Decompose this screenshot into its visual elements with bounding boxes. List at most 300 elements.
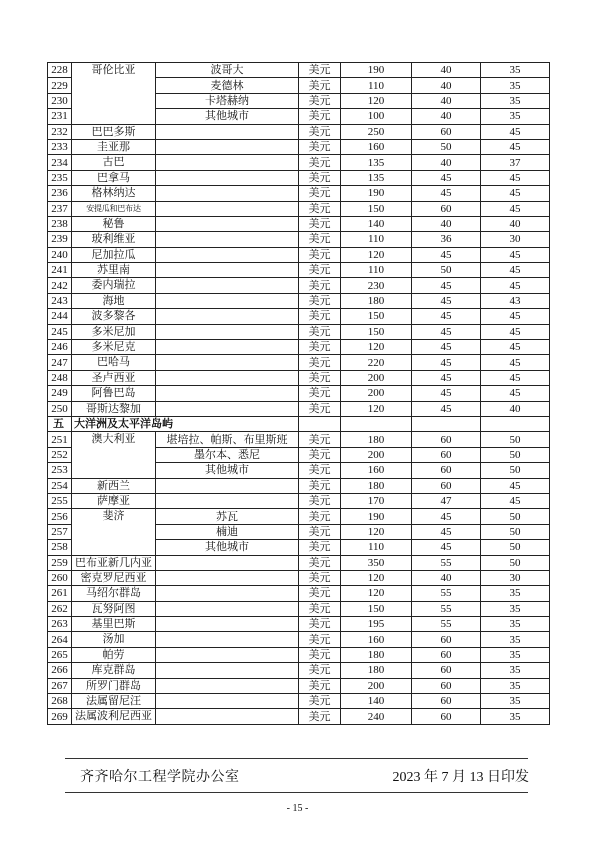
- misc-cell: 35: [481, 632, 550, 647]
- city-cell: 其他城市: [156, 540, 299, 555]
- country-cell: 汤加: [72, 632, 156, 647]
- misc-cell: 30: [481, 232, 550, 247]
- country-cell: 圣卢西亚: [72, 370, 156, 385]
- accommodation-cell: 120: [341, 93, 412, 108]
- table-row: [48, 278, 550, 293]
- misc-cell: 45: [481, 386, 550, 401]
- city-cell: [156, 293, 299, 308]
- city-cell: 其他城市: [156, 109, 299, 124]
- food-cell: 60: [412, 663, 481, 678]
- row-number-cell: 253: [48, 463, 72, 478]
- currency-cell: 美元: [299, 124, 341, 139]
- accommodation-cell: 180: [341, 647, 412, 662]
- row-number-cell: 256: [48, 509, 72, 524]
- section-title: 大洋洲及太平洋岛屿: [72, 416, 299, 431]
- misc-cell: [481, 416, 550, 431]
- country-cell: 安提瓜和巴布达: [72, 201, 156, 216]
- food-cell: 40: [412, 155, 481, 170]
- currency-cell: 美元: [299, 493, 341, 508]
- country-cell: 哥斯达黎加: [72, 401, 156, 416]
- accommodation-cell: [341, 416, 412, 431]
- country-cell: 帕劳: [72, 647, 156, 662]
- food-cell: 60: [412, 632, 481, 647]
- misc-cell: 45: [481, 355, 550, 370]
- country-cell: 基里巴斯: [72, 617, 156, 632]
- accommodation-cell: 170: [341, 493, 412, 508]
- row-number-cell: 240: [48, 247, 72, 262]
- row-number-cell: 229: [48, 78, 72, 93]
- row-number-cell: 233: [48, 139, 72, 154]
- table-row: [48, 155, 550, 170]
- row-number-cell: 242: [48, 278, 72, 293]
- city-cell: [156, 386, 299, 401]
- table-row: [48, 401, 550, 416]
- misc-cell: 50: [481, 463, 550, 478]
- country-cell: 瓦努阿图: [72, 601, 156, 616]
- accommodation-cell: 110: [341, 232, 412, 247]
- country-cell: 斐济: [72, 509, 156, 555]
- table-row: [48, 216, 550, 231]
- row-number-cell: 238: [48, 216, 72, 231]
- row-number-cell: 231: [48, 109, 72, 124]
- accommodation-cell: 200: [341, 678, 412, 693]
- row-number-cell: 244: [48, 309, 72, 324]
- misc-cell: 50: [481, 432, 550, 447]
- table-row: [48, 555, 550, 570]
- row-number-cell: 257: [48, 524, 72, 539]
- misc-cell: 37: [481, 155, 550, 170]
- currency-cell: 美元: [299, 155, 341, 170]
- currency-cell: 美元: [299, 201, 341, 216]
- table-row: [48, 709, 550, 724]
- accommodation-cell: 160: [341, 463, 412, 478]
- table-row: [48, 647, 550, 662]
- misc-cell: 35: [481, 78, 550, 93]
- currency-cell: 美元: [299, 663, 341, 678]
- table-row: [48, 247, 550, 262]
- accommodation-cell: 180: [341, 293, 412, 308]
- country-cell: 密克罗尼西亚: [72, 570, 156, 585]
- row-number-cell: 245: [48, 324, 72, 339]
- city-cell: [156, 678, 299, 693]
- row-number-cell: 243: [48, 293, 72, 308]
- misc-cell: 45: [481, 263, 550, 278]
- table-row: [48, 632, 550, 647]
- accommodation-cell: 180: [341, 478, 412, 493]
- misc-cell: 45: [481, 478, 550, 493]
- table-row: [48, 324, 550, 339]
- table-row: [48, 170, 550, 185]
- food-cell: 45: [412, 340, 481, 355]
- currency-cell: 美元: [299, 632, 341, 647]
- country-cell: 多米尼克: [72, 340, 156, 355]
- currency-cell: 美元: [299, 555, 341, 570]
- country-cell: 澳大利亚: [72, 432, 156, 478]
- misc-cell: 35: [481, 617, 550, 632]
- row-number-cell: 254: [48, 478, 72, 493]
- currency-cell: 美元: [299, 601, 341, 616]
- table-row: [48, 694, 550, 709]
- row-number-cell: 249: [48, 386, 72, 401]
- food-cell: 60: [412, 709, 481, 724]
- accommodation-cell: 120: [341, 247, 412, 262]
- misc-cell: 50: [481, 524, 550, 539]
- city-cell: [156, 401, 299, 416]
- food-cell: 40: [412, 109, 481, 124]
- city-cell: [156, 216, 299, 231]
- food-cell: 47: [412, 493, 481, 508]
- table-row: [48, 232, 550, 247]
- accommodation-cell: 160: [341, 632, 412, 647]
- currency-cell: 美元: [299, 540, 341, 555]
- row-number-cell: 261: [48, 586, 72, 601]
- city-cell: [156, 139, 299, 154]
- table-row: [48, 432, 550, 447]
- misc-cell: 40: [481, 216, 550, 231]
- country-cell: 巴布亚新几内亚: [72, 555, 156, 570]
- country-cell: 海地: [72, 293, 156, 308]
- city-cell: [156, 570, 299, 585]
- misc-cell: 50: [481, 509, 550, 524]
- city-cell: [156, 201, 299, 216]
- table-row: [48, 509, 550, 524]
- city-cell: [156, 601, 299, 616]
- row-number-cell: 262: [48, 601, 72, 616]
- country-cell: 所罗门群岛: [72, 678, 156, 693]
- misc-cell: 45: [481, 139, 550, 154]
- currency-cell: 美元: [299, 247, 341, 262]
- currency-cell: 美元: [299, 139, 341, 154]
- city-cell: [156, 155, 299, 170]
- table-row: [48, 340, 550, 355]
- currency-cell: 美元: [299, 309, 341, 324]
- table-row: [48, 370, 550, 385]
- food-cell: 55: [412, 586, 481, 601]
- row-number-cell: 241: [48, 263, 72, 278]
- city-cell: 堪培拉、帕斯、布里斯班: [156, 432, 299, 447]
- food-cell: 45: [412, 540, 481, 555]
- misc-cell: 50: [481, 447, 550, 462]
- city-cell: 波哥大: [156, 63, 299, 78]
- table-row: [48, 186, 550, 201]
- country-cell: 阿鲁巴岛: [72, 386, 156, 401]
- row-number-cell: 258: [48, 540, 72, 555]
- country-cell: 委内瑞拉: [72, 278, 156, 293]
- country-cell: 马绍尔群岛: [72, 586, 156, 601]
- row-number-cell: 266: [48, 663, 72, 678]
- currency-cell: 美元: [299, 232, 341, 247]
- city-cell: 卡塔赫纳: [156, 93, 299, 108]
- city-cell: 麦德林: [156, 78, 299, 93]
- accommodation-cell: 230: [341, 278, 412, 293]
- issue-date: 2023 年 7 月 13 日印发: [392, 770, 529, 785]
- section-number: 五: [48, 416, 72, 431]
- city-cell: [156, 493, 299, 508]
- row-number-cell: 237: [48, 201, 72, 216]
- row-number-cell: 267: [48, 678, 72, 693]
- accommodation-cell: 120: [341, 340, 412, 355]
- accommodation-cell: 135: [341, 155, 412, 170]
- table-row: [48, 493, 550, 508]
- currency-cell: 美元: [299, 216, 341, 231]
- food-cell: 45: [412, 509, 481, 524]
- country-cell: 圭亚那: [72, 139, 156, 154]
- currency-cell: 美元: [299, 694, 341, 709]
- food-cell: 45: [412, 370, 481, 385]
- country-cell: 新西兰: [72, 478, 156, 493]
- country-cell: 玻利维亚: [72, 232, 156, 247]
- row-number-cell: 234: [48, 155, 72, 170]
- currency-cell: 美元: [299, 386, 341, 401]
- country-cell: 古巴: [72, 155, 156, 170]
- food-cell: 50: [412, 263, 481, 278]
- misc-cell: 35: [481, 647, 550, 662]
- table-row: [48, 617, 550, 632]
- food-cell: 60: [412, 478, 481, 493]
- country-cell: 波多黎各: [72, 309, 156, 324]
- misc-cell: 45: [481, 170, 550, 185]
- misc-cell: 35: [481, 586, 550, 601]
- country-cell: 法属波利尼西亚: [72, 709, 156, 724]
- accommodation-cell: 180: [341, 663, 412, 678]
- accommodation-cell: 120: [341, 570, 412, 585]
- currency-cell: 美元: [299, 617, 341, 632]
- city-cell: [156, 663, 299, 678]
- row-number-cell: 259: [48, 555, 72, 570]
- table-row: [48, 386, 550, 401]
- city-cell: [156, 309, 299, 324]
- misc-cell: 45: [481, 278, 550, 293]
- section-row: [48, 416, 550, 431]
- currency-cell: 美元: [299, 370, 341, 385]
- food-cell: 40: [412, 216, 481, 231]
- city-cell: 苏瓦: [156, 509, 299, 524]
- currency-cell: 美元: [299, 509, 341, 524]
- misc-cell: 43: [481, 293, 550, 308]
- currency-cell: 美元: [299, 355, 341, 370]
- city-cell: [156, 355, 299, 370]
- misc-cell: 35: [481, 678, 550, 693]
- city-cell: [156, 555, 299, 570]
- accommodation-cell: 190: [341, 186, 412, 201]
- food-cell: [412, 416, 481, 431]
- food-cell: 55: [412, 617, 481, 632]
- misc-cell: 45: [481, 493, 550, 508]
- food-cell: 40: [412, 78, 481, 93]
- accommodation-cell: 140: [341, 694, 412, 709]
- misc-cell: 45: [481, 186, 550, 201]
- accommodation-cell: 240: [341, 709, 412, 724]
- accommodation-cell: 150: [341, 601, 412, 616]
- accommodation-cell: 160: [341, 139, 412, 154]
- currency-cell: 美元: [299, 647, 341, 662]
- row-number-cell: 228: [48, 63, 72, 78]
- row-number-cell: 246: [48, 340, 72, 355]
- misc-cell: 50: [481, 540, 550, 555]
- row-number-cell: 252: [48, 447, 72, 462]
- row-number-cell: 255: [48, 493, 72, 508]
- country-cell: 萨摩亚: [72, 493, 156, 508]
- row-number-cell: 232: [48, 124, 72, 139]
- food-cell: 60: [412, 694, 481, 709]
- misc-cell: 35: [481, 663, 550, 678]
- currency-cell: 美元: [299, 340, 341, 355]
- currency-cell: 美元: [299, 463, 341, 478]
- accommodation-cell: 110: [341, 78, 412, 93]
- misc-cell: 45: [481, 370, 550, 385]
- footer-top-rule: [65, 758, 528, 759]
- accommodation-cell: 110: [341, 263, 412, 278]
- currency-cell: 美元: [299, 186, 341, 201]
- currency-cell: [299, 416, 341, 431]
- country-cell: 多米尼加: [72, 324, 156, 339]
- misc-cell: 50: [481, 555, 550, 570]
- row-number-cell: 264: [48, 632, 72, 647]
- country-cell: 巴巴多斯: [72, 124, 156, 139]
- accommodation-cell: 110: [341, 540, 412, 555]
- food-cell: 45: [412, 524, 481, 539]
- city-cell: 楠迪: [156, 524, 299, 539]
- misc-cell: 35: [481, 109, 550, 124]
- row-number-cell: 268: [48, 694, 72, 709]
- currency-cell: 美元: [299, 570, 341, 585]
- food-cell: 40: [412, 93, 481, 108]
- currency-cell: 美元: [299, 263, 341, 278]
- food-cell: 60: [412, 678, 481, 693]
- city-cell: [156, 247, 299, 262]
- page-number: - 15 -: [286, 803, 309, 814]
- currency-cell: 美元: [299, 586, 341, 601]
- food-cell: 45: [412, 386, 481, 401]
- table-row: [48, 293, 550, 308]
- row-number-cell: 235: [48, 170, 72, 185]
- country-cell: 法属留尼汪: [72, 694, 156, 709]
- misc-cell: 35: [481, 601, 550, 616]
- city-cell: [156, 617, 299, 632]
- table-row: [48, 478, 550, 493]
- food-cell: 60: [412, 124, 481, 139]
- city-cell: 墨尔本、悉尼: [156, 447, 299, 462]
- food-cell: 45: [412, 324, 481, 339]
- row-number-cell: 269: [48, 709, 72, 724]
- food-cell: 55: [412, 555, 481, 570]
- city-cell: [156, 324, 299, 339]
- accommodation-cell: 180: [341, 432, 412, 447]
- currency-cell: 美元: [299, 524, 341, 539]
- food-cell: 60: [412, 463, 481, 478]
- table-row: [48, 663, 550, 678]
- accommodation-cell: 150: [341, 324, 412, 339]
- row-number-cell: 248: [48, 370, 72, 385]
- city-cell: [156, 478, 299, 493]
- row-number-cell: 236: [48, 186, 72, 201]
- city-cell: [156, 586, 299, 601]
- row-number-cell: 251: [48, 432, 72, 447]
- food-cell: 45: [412, 293, 481, 308]
- currency-cell: 美元: [299, 109, 341, 124]
- city-cell: [156, 186, 299, 201]
- misc-cell: 45: [481, 201, 550, 216]
- table-row: [48, 263, 550, 278]
- currency-cell: 美元: [299, 401, 341, 416]
- food-cell: 60: [412, 447, 481, 462]
- row-number-cell: 250: [48, 401, 72, 416]
- accommodation-cell: 120: [341, 524, 412, 539]
- city-cell: [156, 340, 299, 355]
- table-row: [48, 355, 550, 370]
- accommodation-cell: 120: [341, 586, 412, 601]
- currency-cell: 美元: [299, 478, 341, 493]
- country-cell: 库克群岛: [72, 663, 156, 678]
- food-cell: 45: [412, 355, 481, 370]
- food-cell: 60: [412, 201, 481, 216]
- misc-cell: 45: [481, 324, 550, 339]
- city-cell: [156, 370, 299, 385]
- table-row: [48, 63, 550, 78]
- accommodation-cell: 100: [341, 109, 412, 124]
- issuing-office: 齐齐哈尔工程学院办公室: [80, 770, 240, 785]
- food-cell: 45: [412, 278, 481, 293]
- currency-cell: 美元: [299, 324, 341, 339]
- food-cell: 60: [412, 432, 481, 447]
- food-cell: 36: [412, 232, 481, 247]
- city-cell: [156, 124, 299, 139]
- currency-cell: 美元: [299, 447, 341, 462]
- misc-cell: 45: [481, 309, 550, 324]
- accommodation-cell: 220: [341, 355, 412, 370]
- misc-cell: 45: [481, 124, 550, 139]
- city-cell: 其他城市: [156, 463, 299, 478]
- food-cell: 45: [412, 309, 481, 324]
- accommodation-cell: 200: [341, 386, 412, 401]
- currency-cell: 美元: [299, 63, 341, 78]
- city-cell: [156, 647, 299, 662]
- food-cell: 50: [412, 139, 481, 154]
- accommodation-cell: 200: [341, 447, 412, 462]
- accommodation-cell: 120: [341, 401, 412, 416]
- country-cell: 巴拿马: [72, 170, 156, 185]
- country-cell: 秘鲁: [72, 216, 156, 231]
- city-cell: [156, 263, 299, 278]
- currency-cell: 美元: [299, 278, 341, 293]
- row-number-cell: 239: [48, 232, 72, 247]
- food-cell: 45: [412, 170, 481, 185]
- country-cell: 尼加拉瓜: [72, 247, 156, 262]
- food-cell: 40: [412, 570, 481, 585]
- currency-cell: 美元: [299, 432, 341, 447]
- city-cell: [156, 170, 299, 185]
- accommodation-cell: 350: [341, 555, 412, 570]
- row-number-cell: 230: [48, 93, 72, 108]
- misc-cell: 35: [481, 694, 550, 709]
- table-row: [48, 570, 550, 585]
- misc-cell: 45: [481, 247, 550, 262]
- accommodation-cell: 190: [341, 63, 412, 78]
- accommodation-cell: 190: [341, 509, 412, 524]
- table-row: [48, 124, 550, 139]
- footer-bottom-rule: [65, 792, 528, 793]
- food-cell: 45: [412, 186, 481, 201]
- city-cell: [156, 709, 299, 724]
- accommodation-cell: 150: [341, 309, 412, 324]
- table-row: [48, 139, 550, 154]
- city-cell: [156, 278, 299, 293]
- currency-cell: 美元: [299, 678, 341, 693]
- misc-cell: 35: [481, 709, 550, 724]
- food-cell: 55: [412, 601, 481, 616]
- accommodation-cell: 135: [341, 170, 412, 185]
- currency-cell: 美元: [299, 170, 341, 185]
